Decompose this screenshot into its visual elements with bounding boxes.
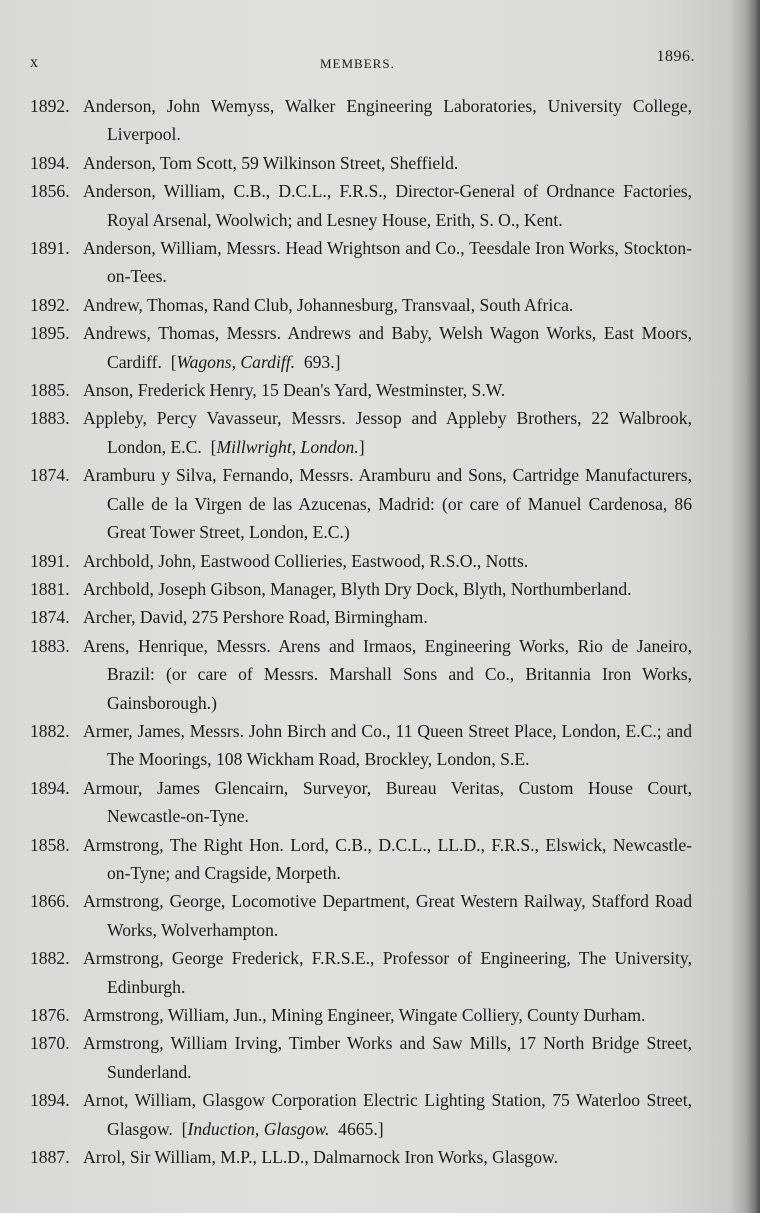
page-title: MEMBERS. [320, 56, 395, 71]
election-year: 1881. [30, 578, 70, 599]
member-details: Arnot, William, Glasgow Corporation Electric Lighting Station, 75 Waterloo Street, Glasgow. [83, 1090, 692, 1139]
member-entry [30, 461, 692, 546]
member-entry [30, 1029, 692, 1086]
election-year: 1866. [30, 891, 70, 912]
member-entry [30, 547, 692, 575]
member-details: Anson, Frederick Henry, 15 Dean's Yard, Westminster, S.W. [83, 380, 506, 401]
telegraphic-address: Millwright, London. [216, 436, 359, 457]
telegraphic-address: Induction, Glasgow. [187, 1118, 330, 1139]
member-entry [30, 1143, 692, 1171]
election-year: 1883. [30, 408, 70, 429]
election-year: 1876. [30, 1005, 70, 1025]
election-year: 1892. [30, 96, 70, 116]
election-year: 1882. [30, 948, 70, 969]
member-details: Appleby, Percy Vavasseur, Messrs. Jessop and Appleby Brothers, 22 Walbrook, London, E.C. [83, 408, 692, 457]
election-year: 1883. [30, 635, 70, 656]
election-year: 1891. [30, 238, 70, 259]
member-entry [30, 149, 692, 177]
member-entry [30, 831, 692, 888]
member-details: Arrol, Sir William, M.P., LL.D., Dalmarnock Iron Works, Glasgow. [83, 1147, 558, 1168]
telephone-number: 693. [303, 351, 335, 372]
member-details: Archbold, Joseph Gibson, Manager, Blyth Dry Dock, Blyth, Northumberland. [83, 578, 632, 599]
member-details: Anderson, Tom Scott, 59 Wilkinson Street, Sheffield. [83, 152, 459, 173]
election-year: 1870. [30, 1033, 70, 1054]
member-details: Armstrong, William Irving, Timber Works and Saw Mills, 17 North Bridge Street, Sunderland. [83, 1033, 692, 1082]
member-list [30, 92, 692, 1171]
page-edge-shadow [746, 0, 760, 1213]
member-entry: 1883. Appleby, Percy Vavasseur, Messrs. Jessop and Appleby Brothers, 22 Walbrook, London, E.C. [Millwright, London.] [30, 404, 692, 461]
running-head [30, 48, 695, 78]
member-details: Andrews, Thomas, Messrs. Andrews and Baby, Welsh Wagon Works, East Moors, Cardiff. [83, 323, 692, 372]
telephone-number: 4665. [338, 1118, 378, 1139]
election-year: 1874. [30, 607, 70, 628]
election-year: 1894. [30, 152, 70, 173]
member-details: Armour, James Glencairn, Surveyor, Bureau Veritas, Custom House Court, Newcastle-on-Tyne. [83, 777, 692, 827]
election-year: 1894. [30, 777, 70, 798]
member-entry [30, 774, 692, 831]
member-entry [30, 376, 692, 404]
election-year: 1882. [30, 720, 70, 741]
member-details: Armer, James, Messrs. John Birch and Co., 11 Queen Street Place, London, E.C.; and The Moorings, 108 Wickham Road, Brockley, London, S.E. [83, 720, 692, 770]
election-year: 1887. [30, 1147, 70, 1168]
member-entry [30, 92, 692, 149]
page-year: 1896. [656, 48, 695, 65]
member-entry [30, 575, 692, 603]
election-year: 1856. [30, 181, 70, 202]
member-entry [30, 887, 692, 944]
member-details: Armstrong, William, Jun., Mining Engineer, Wingate Colliery, County Durham. [83, 1005, 646, 1025]
member-entry [30, 1001, 692, 1029]
election-year: 1892. [30, 294, 70, 315]
member-entry [30, 603, 692, 631]
member-entry: 1895. Andrews, Thomas, Messrs. Andrews and Baby, Welsh Wagon Works, East Moors, Cardiff. [Wagons, Cardiff. 693.] [30, 319, 692, 376]
election-year: 1895. [30, 323, 70, 344]
member-details: Anderson, William, Messrs. Head Wrightson and Co., Teesdale Iron Works, Stockton-on-Tees. [83, 238, 692, 287]
telegraphic-address: Wagons, Cardiff. [176, 351, 296, 372]
page-number: x [30, 54, 39, 71]
member-details: Andrew, Thomas, Rand Club, Johannesburg, Transvaal, South Africa. [83, 294, 574, 315]
member-details: Archbold, John, Eastwood Collieries, Eastwood, R.S.O., Notts. [83, 550, 529, 571]
member-details: Armstrong, The Right Hon. Lord, C.B., D.C.L., LL.D., F.R.S., Elswick, Newcastle-on-Tyne; and Cragside, Morpeth. [83, 834, 692, 883]
member-details: Armstrong, George Frederick, F.R.S.E., Professor of Engineering, The University, Edinburgh. [83, 948, 692, 997]
member-entry [30, 632, 692, 717]
member-entry [30, 234, 692, 291]
election-year: 1858. [30, 834, 70, 855]
member-details: Anderson, John Wemyss, Walker Engineering Laboratories, University College, Liverpool. [83, 96, 692, 145]
member-details: Anderson, William, C.B., D.C.L., F.R.S., Director-General of Ordnance Factories, Royal Arsenal, Woolwich; and Lesney House, Erith, S. O., Kent. [83, 181, 692, 230]
member-entry: 1894. Arnot, William, Glasgow Corporation Electric Lighting Station, 75 Waterloo Street, Glasgow. [Induction, Glasgow. 4665.] [30, 1086, 692, 1143]
election-year: 1874. [30, 465, 70, 486]
member-details: Aramburu y Silva, Fernando, Messrs. Aramburu and Sons, Cartridge Manufacturers, Calle de la Virgen de las Azucenas, Madrid: (or care of Manuel Cardenosa, 86 Great Tower Street, London, E.C.) [83, 465, 692, 543]
member-details: Archer, David, 275 Pershore Road, Birmingham. [83, 607, 428, 628]
member-entry [30, 291, 692, 319]
election-year: 1885. [30, 380, 70, 401]
member-entry [30, 177, 692, 234]
member-details: Arens, Henrique, Messrs. Arens and Irmaos, Engineering Works, Rio de Janeiro, Brazil: (or care of Messrs. Marshall Sons and Co., Britannia Iron Works, Gainsborough.) [83, 635, 692, 713]
election-year: 1891. [30, 550, 70, 571]
member-details: Armstrong, George, Locomotive Department, Great Western Railway, Stafford Road Works, Wolverhampton. [83, 891, 692, 940]
election-year: 1894. [30, 1090, 70, 1111]
member-entry [30, 944, 692, 1001]
member-entry [30, 717, 692, 774]
